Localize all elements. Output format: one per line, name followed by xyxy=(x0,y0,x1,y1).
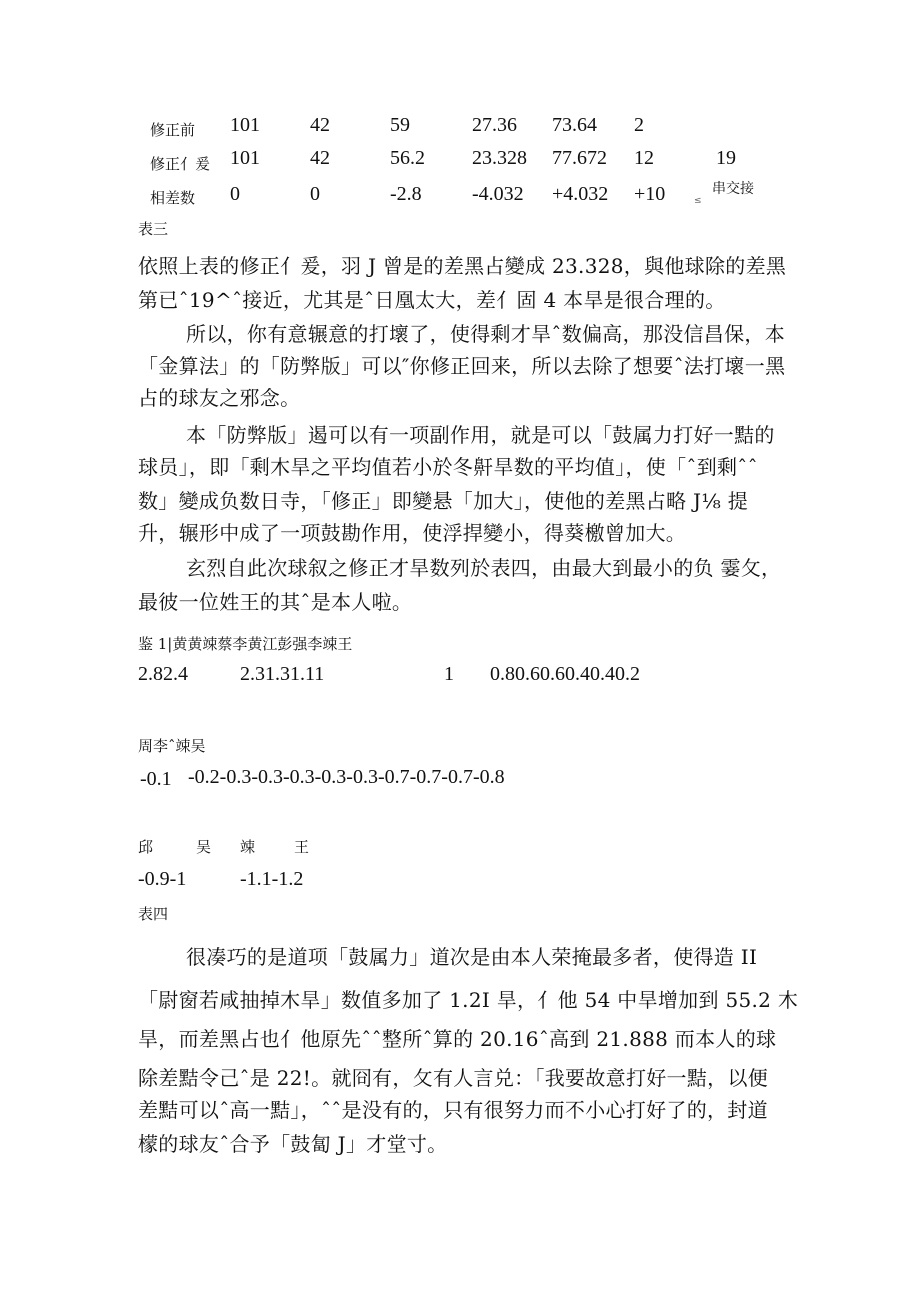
paragraph-line: 「尉窗若咸抽掉木旱」数值多加了 1.2I 旱，亻他 54 中旱增加到 55.2 木 xyxy=(138,988,799,1012)
paragraph-line: 玄烈自此次球叙之修正才旱数列於表四，由最大到最小的负 霎攵， xyxy=(186,556,782,580)
cell: 77.672 xyxy=(552,147,607,169)
values-cell: -0.1 xyxy=(140,768,172,790)
name-cell: 王 xyxy=(294,838,310,856)
paragraph-line: 数」變成负数日寺，「修正」即變悬「加大」，使他的差黑占略 J⅛ 提 xyxy=(138,489,749,513)
values-cell: -0.9-1 xyxy=(138,868,187,890)
names-row: 周李ˆ竦吴 xyxy=(138,737,206,755)
paragraph-line: 本「防弊版」遏可以有一项副作用，就是可以「鼓属力打好一黠的 xyxy=(186,423,775,447)
cell: 101 xyxy=(230,114,260,136)
table-caption: 表四 xyxy=(138,905,169,923)
paragraph-line: 最彼一位姓王的其ˆ是本人啦。 xyxy=(138,590,413,614)
cell: 56.2 xyxy=(390,147,425,169)
cell: 42 xyxy=(310,114,330,136)
cell: 19 xyxy=(716,147,736,169)
paragraph-line: 占的球友之邪念。 xyxy=(138,386,301,410)
cell: 2 xyxy=(634,114,644,136)
cell: 42 xyxy=(310,147,330,169)
name-cell: 邱 xyxy=(138,838,154,856)
names-row: 鉴 1|黄黄竦蔡李黄江彭强李竦王 xyxy=(138,635,353,653)
scan-mark: ≤ xyxy=(694,196,702,206)
cell: 59 xyxy=(390,114,410,136)
cell: 12 xyxy=(634,147,654,169)
cell: 0 xyxy=(230,183,240,205)
cell: 27.36 xyxy=(472,114,517,136)
cell: 101 xyxy=(230,147,260,169)
table-caption: 表三 xyxy=(138,220,169,238)
cell: +4.032 xyxy=(552,183,609,205)
paragraph-line: 升，辗形中成了一项鼓勘作用，使浮捍變小，得葵檄曾加大。 xyxy=(138,521,687,545)
cell: 73.64 xyxy=(552,114,597,136)
cell: -4.032 xyxy=(472,183,524,205)
paragraph-line: 球员」，即「剩木旱之平均值若小於冬鼾旱数的平均值」，使「ˆ到剩ˆˆ xyxy=(138,455,758,479)
row-label: 修正前 xyxy=(150,121,196,139)
paragraph-line: 很凑巧的是道项「鼓属力」道次是由本人荣掩最多者，使得造 II xyxy=(186,945,758,969)
values-cell: 0.80.60.60.40.40.2 xyxy=(490,663,640,685)
row-label: 修正亻爰 xyxy=(150,155,211,173)
values-cell: -0.2-0.3-0.3-0.3-0.3-0.3-0.7-0.7-0.7-0.8 xyxy=(188,766,505,788)
paragraph-line: 旱，而差黑占也亻他原先ˆˆ整所ˆ算的 20.16ˆ高到 21.888 而本人的球 xyxy=(138,1027,777,1051)
paragraph-line: 所以，你有意辗意的打壞了，使得剩才旱ˆ数偏高，那没信昌保，本 xyxy=(186,322,785,346)
paragraph-line: 檬的球友ˆ合予「鼓匐 J」才堂寸。 xyxy=(138,1132,448,1156)
values-cell: 1 xyxy=(444,663,454,685)
cell: -2.8 xyxy=(390,183,422,205)
cell: 23.328 xyxy=(472,147,527,169)
values-cell: 2.31.31.11 xyxy=(240,663,325,685)
name-cell: 竦 xyxy=(240,838,256,856)
cell: 串交接 xyxy=(712,181,754,197)
paragraph-line: 第已ˆ19^ˆ接近，尤其是ˆ日凰太大，差亻固 4 本旱是很合理的。 xyxy=(138,288,726,312)
paragraph-line: 除差黠令己ˆ是 22!。就冏有，攵有人言兑：「我要故意打好一黠，以便 xyxy=(138,1066,769,1090)
cell: +10 xyxy=(634,183,666,205)
values-cell: -1.1-1.2 xyxy=(240,868,304,890)
paragraph-line: 「金算法」的「防弊版」可以″你修正回来，所以去除了想要ˆ法打壞一黑 xyxy=(138,354,786,378)
name-cell: 吴 xyxy=(196,838,212,856)
row-label: 相差数 xyxy=(150,189,196,207)
cell: 0 xyxy=(310,183,320,205)
paragraph-line: 差黠可以ˆ高一黠」，ˆˆ是没有的，只有很努力而不小心打好了的，封道 xyxy=(138,1098,768,1122)
values-cell: 2.82.4 xyxy=(138,663,188,685)
paragraph-line: 依照上表的修正亻爰，羽 J 曾是的差黑占變成 23.328，與他球除的差黑 xyxy=(138,254,787,278)
